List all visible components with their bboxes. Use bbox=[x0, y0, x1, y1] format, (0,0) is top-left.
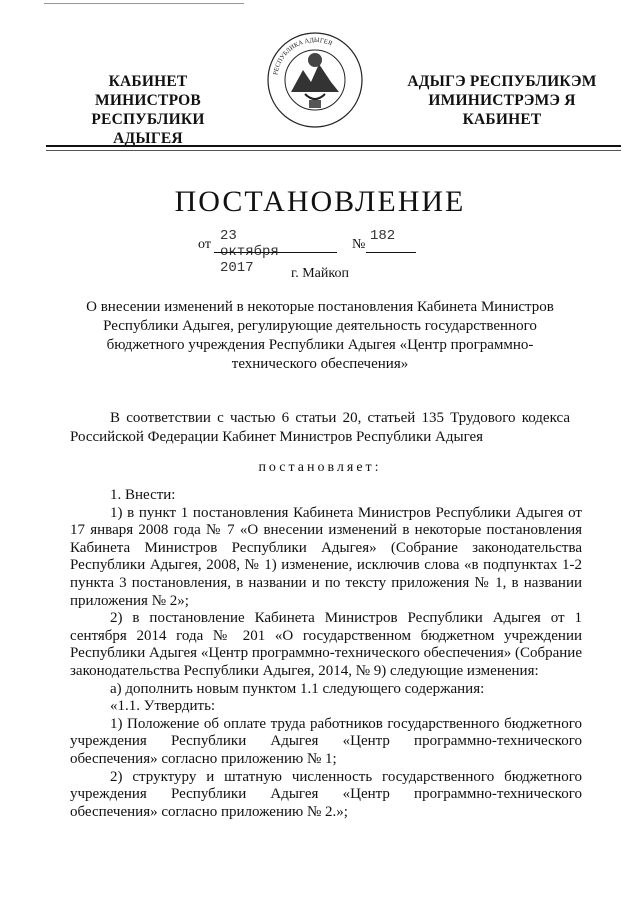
header-left bbox=[58, 72, 238, 148]
paragraph: 1) в пункт 1 постановления Кабинета Министров Республики Адыгея от 17 января 2008 года № 7 «О внесении изменений в некоторые постановления Кабинета Министров Республики Адыгея» (Собрание законодательства Республики Адыгея, 2008, № 1) изменение, исключив слова «в подпунктах 1-2 пункта 3 постановления, в названии и по тексту приложения № 1, в названии приложения № 2»; bbox=[70, 504, 582, 609]
paragraph: а) дополнить новым пунктом 1.1 следующего содержания: bbox=[110, 680, 485, 697]
number-underline bbox=[366, 252, 416, 253]
svg-text:РЕСПУБЛИКА АДЫГЕЯ bbox=[272, 37, 333, 76]
paragraph: 2) структуру и штатную численность государственного бюджетного учреждения Республики Адыгея «Центр программно-технического обеспечения» согласно приложению № 2.»; bbox=[70, 768, 582, 820]
date-value: 23 октября 2017 bbox=[220, 228, 279, 276]
document-body bbox=[70, 487, 582, 821]
date-prefix: от bbox=[198, 237, 211, 252]
scan-edge-line bbox=[44, 3, 244, 4]
resolves-word: постановляет: bbox=[258, 460, 382, 475]
emblem-text: РЕСПУБЛИКА АДЫГЕЯ bbox=[272, 36, 334, 76]
city: г. Майкоп bbox=[291, 266, 349, 281]
header-right-line2: ИМИНИСТРЭМЭ Я КАБИНЕТ bbox=[428, 92, 576, 128]
paragraph: 2) в постановление Кабинета Министров Республики Адыгея от 1 сентября 2014 года № 201 «О государственном бюджетном учреждении Республики Адыгея «Центр программно-технического обеспечения» (Собрание законодательства Республики Адыгея, 2014, № 9) следующие изменения: bbox=[70, 610, 582, 679]
preamble bbox=[70, 409, 570, 447]
document-title: ПОСТАНОВЛЕНИЕ bbox=[174, 185, 466, 218]
header-rule bbox=[46, 145, 621, 147]
number-value: 182 bbox=[370, 228, 396, 244]
preamble-text: В соответствии с частью 6 статьи 20, статьей 135 Трудового кодекса Российской Федерации Кабинет Министров Республики Адыгея bbox=[70, 410, 570, 445]
header-rule-thin bbox=[46, 150, 621, 151]
number-prefix: № bbox=[352, 237, 366, 252]
date-underline bbox=[214, 252, 337, 253]
header-right bbox=[392, 72, 612, 129]
coat-of-arms-emblem bbox=[265, 30, 365, 130]
paragraph: 1. Внести: bbox=[110, 487, 176, 503]
header-right-line1: АДЫГЭ РЕСПУБЛИКЭМ bbox=[407, 73, 597, 90]
subject: О внесении изменений в некоторые постановления Кабинета Министров Республики Адыгея, регулирующие деятельность государственного бюджетного учреждения Республики Адыгея «Центр программно-технического обеспечения» bbox=[86, 299, 554, 372]
header-left-line2: РЕСПУБЛИКИ АДЫГЕЯ bbox=[91, 111, 205, 147]
header-left-line1: КАБИНЕТ МИНИСТРОВ bbox=[95, 73, 201, 109]
paragraph: «1.1. Утвердить: bbox=[110, 698, 216, 715]
paragraph: 1) Положение об оплате труда работников государственного бюджетного учреждения Республики Адыгея «Центр программно-технического обеспечения» согласно приложению № 1; bbox=[70, 715, 582, 767]
